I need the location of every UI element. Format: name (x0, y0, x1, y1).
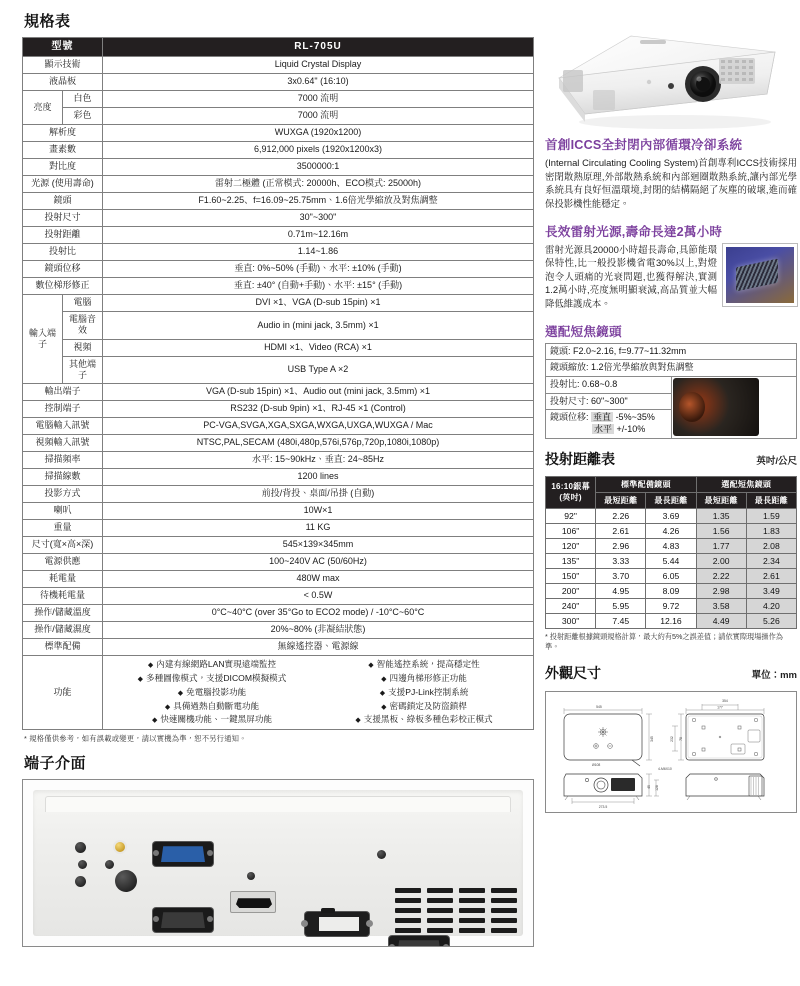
feature-item: ◆ 內建有線網路LAN實現遠端監控 (106, 658, 318, 672)
dimension-title: 外觀尺寸 (545, 664, 601, 681)
cell-std-min: 3.70 (596, 568, 646, 583)
row-value: 7000 流明 (103, 91, 534, 108)
table-row (23, 339, 534, 356)
row-label: 輸出端子 (23, 384, 103, 401)
dim-bottom-width: 354 (722, 698, 728, 703)
table-row (23, 537, 534, 554)
laser-module-photo (723, 244, 797, 306)
row-value: Audio in (mini jack, 3.5mm) ×1 (103, 312, 534, 340)
row-value: 480W max (103, 571, 534, 588)
col-short-min: 最短距離 (696, 492, 746, 508)
spec-footnote: * 規格僅供參考，如有誤載或變更，請以實機為準，恕不另行通知。 (24, 734, 247, 744)
row-value: 7000 流明 (103, 108, 534, 125)
cell-screen: 120" (546, 538, 596, 553)
lens-photo-cell (671, 377, 797, 439)
features-list-left (106, 658, 318, 727)
feature-item: ◆ 密碼鎖定及防盜鎖桿 (318, 700, 530, 714)
table-row (546, 583, 797, 598)
terminal-interface-photo (22, 779, 534, 947)
table-row (23, 57, 534, 74)
cell-short-max: 2.34 (746, 553, 796, 568)
table-row (23, 571, 534, 588)
cell-short-max: 1.59 (746, 508, 796, 523)
cell-std-min: 4.95 (596, 583, 646, 598)
table-row (23, 74, 534, 91)
row-label: 標準配備 (23, 639, 103, 656)
row-value: 545×139×345mm (103, 537, 534, 554)
row-label: 投射比 (23, 244, 103, 261)
lens-spec-row: 投射比: 0.68~0.8 (546, 377, 672, 394)
row-label: 待機耗電量 (23, 588, 103, 605)
table-row (23, 520, 534, 537)
table-header-row (23, 38, 534, 57)
row-label: 操作/儲藏溫度 (23, 605, 103, 622)
features-label: 功能 (23, 656, 103, 730)
table-row (23, 176, 534, 193)
table-row (23, 91, 534, 108)
table-row (23, 193, 534, 210)
rs232-port-icon (153, 908, 213, 932)
row-label: 鏡頭 (23, 193, 103, 210)
row-label: 視頻輸入訊號 (23, 435, 103, 452)
row-label: 鏡頭位移 (23, 261, 103, 278)
table-row (23, 312, 534, 340)
row-value: 0.71m~12.16m (103, 227, 534, 244)
right-column (545, 22, 797, 813)
table-row (23, 295, 534, 312)
dim-side-h1: 45 (647, 784, 651, 789)
feature-item: ◆ 免電腦投影功能 (106, 686, 318, 700)
row-value: HDMI ×1、Video (RCA) ×1 (103, 339, 534, 356)
dimension-header (545, 663, 797, 687)
cell-std-min: 7.45 (596, 613, 646, 628)
row-label: 畫素數 (23, 142, 103, 159)
cell-std-min: 2.26 (596, 508, 646, 523)
cell-short-max: 1.83 (746, 523, 796, 538)
row-value: 20%~80% (非凝結狀態) (103, 622, 534, 639)
cell-std-min: 2.61 (596, 523, 646, 538)
row-label: 重量 (23, 520, 103, 537)
dvi-port-icon (305, 912, 369, 936)
row-label: 喇叭 (23, 503, 103, 520)
vga-out-screw-icon (377, 850, 386, 859)
cell-screen: 92" (546, 508, 596, 523)
dim-top-width: 545 (596, 704, 602, 709)
features-cell (103, 656, 534, 730)
dim-bottom-h1: 232 (670, 735, 674, 742)
projector-photo (545, 22, 797, 134)
row-label: 液晶板 (23, 74, 103, 91)
table-row (23, 384, 534, 401)
distance-table (545, 476, 797, 629)
table-row (23, 125, 534, 142)
table-row (546, 523, 797, 538)
feature-item: ◆ 具備過熱自動斷電功能 (106, 700, 318, 714)
table-row (23, 605, 534, 622)
lens-shift-horizontal-value: +/-10% (616, 424, 646, 435)
table-row (23, 486, 534, 503)
feature-item: ◆ 四邊角梯形修正功能 (318, 672, 530, 686)
distance-table-title: 投射距離表 (545, 450, 615, 467)
terminal-section-title: 端子介面 (24, 755, 87, 773)
table-row (23, 588, 534, 605)
row-value: 垂直: 0%~50% (手動)、水平: ±10% (手動) (103, 261, 534, 278)
distance-table-note: * 投射距離根據鏡頭規格計算，最大約有5%之誤差值；請依實際現場操作為準。 (545, 631, 783, 652)
feature-item: ◆ 快速關機功能、一鍵黑屏功能 (106, 713, 318, 727)
row-value: 100~240V AC (50/60Hz) (103, 554, 534, 571)
panel-lip (45, 796, 511, 812)
table-row (23, 210, 534, 227)
optional-lens-title: 選配短焦鏡頭 (545, 324, 622, 339)
cell-std-min: 3.33 (596, 553, 646, 568)
table-row (23, 278, 534, 295)
cell-screen: 240" (546, 598, 596, 613)
cell-std-max: 4.83 (646, 538, 696, 553)
table-row (546, 568, 797, 583)
dim-top-depth: 345 (650, 735, 654, 742)
optional-lens-section (545, 321, 797, 439)
lens-shift-vertical-label: 垂直 (593, 412, 612, 423)
table-row (23, 108, 534, 125)
lens-shift-vertical-value: -5%~35% (615, 412, 655, 423)
table-row (23, 622, 534, 639)
lens-shift-label: 鏡頭位移: (550, 412, 589, 423)
col-screen-size: 16:10銀幕(英吋) (546, 476, 596, 508)
dim-side-h2: 128 (655, 784, 659, 791)
cell-std-max: 12.16 (646, 613, 696, 628)
cell-screen: 300" (546, 613, 596, 628)
row-label: 對比度 (23, 159, 103, 176)
row-value: 雷射二極體 (正常模式: 20000h、ECO模式: 25000h) (103, 176, 534, 193)
audio-in-jack-icon (75, 842, 86, 853)
row-value: 1200 lines (103, 469, 534, 486)
cell-short-min: 2.22 (696, 568, 746, 583)
left-column (22, 10, 534, 947)
short-throw-lens-photo (673, 378, 759, 436)
dim-lens-diameter: Ø108 (592, 762, 601, 767)
row-label: 掃描線數 (23, 469, 103, 486)
row-sublabel: 彩色 (63, 108, 103, 125)
cell-short-max: 2.08 (746, 538, 796, 553)
row-value: DVI ×1、VGA (D-sub 15pin) ×1 (103, 295, 534, 312)
cell-screen: 200" (546, 583, 596, 598)
io-panel (33, 790, 523, 936)
row-label: 掃描頻率 (23, 452, 103, 469)
header-model-label: 型號 (23, 38, 103, 57)
row-value: 前投/背投、桌面/吊掛 (自動) (103, 486, 534, 503)
cell-short-min: 1.56 (696, 523, 746, 538)
row-value: NTSC,PAL,SECAM (480i,480p,576i,576p,720p,1080i,1080p) (103, 435, 534, 452)
row-label: 投影方式 (23, 486, 103, 503)
cell-std-max: 8.09 (646, 583, 696, 598)
highlight-heading: 長效雷射光源,壽命長達2萬小時 (545, 224, 723, 239)
table-row (23, 418, 534, 435)
feature-item: ◆ 多種圖像模式，支援DICOM模擬模式 (106, 672, 318, 686)
dim-front-width: 273.5 (598, 804, 608, 809)
table-row (23, 142, 534, 159)
vga-in-port-icon (153, 842, 213, 866)
row-value: WUXGA (1920x1200) (103, 125, 534, 142)
table-row (546, 360, 797, 377)
highlight-iccs (545, 134, 797, 211)
cell-short-max: 3.49 (746, 583, 796, 598)
projector-illustration (545, 22, 797, 134)
vga-out-port-icon (389, 936, 449, 947)
row-label: 輸入端子 (23, 295, 63, 384)
table-row (23, 261, 534, 278)
feature-item: ◆ 支援黑板、綠板多種色彩校正模式 (318, 713, 530, 727)
row-sublabel: 電腦 (63, 295, 103, 312)
table-row (23, 159, 534, 176)
row-label: 投射尺寸 (23, 210, 103, 227)
highlight-body: (Internal Circulating Cooling System)首創專利ICCS技術採用密閉散熱原理,外部散熱系統和內部迴圈散熱系統,讓內部光學系統具有良好恒溫環境,封閉的結構隔絕了灰塵的破壞,進而確保投影機性能穩定。 (545, 157, 797, 209)
cell-std-max: 5.44 (646, 553, 696, 568)
table-row (23, 244, 534, 261)
row-value: 水平: 15~90kHz、垂直: 24~85Hz (103, 452, 534, 469)
row-value: 10W×1 (103, 503, 534, 520)
col-std-max: 最長距離 (646, 492, 696, 508)
lens-spec-row: 鏡頭: F2.0~2.16, f=9.77~11.32mm (546, 343, 797, 360)
dim-bottom-inner: 177 (717, 705, 723, 710)
table-row (23, 401, 534, 418)
table-row (23, 554, 534, 571)
dim-screw-spec: 4-M6X10 (658, 766, 672, 771)
row-label: 解析度 (23, 125, 103, 142)
row-label: 光源 (使用壽命) (23, 176, 103, 193)
row-label: 顯示技術 (23, 57, 103, 74)
cell-short-min: 2.98 (696, 583, 746, 598)
row-label: 投射距離 (23, 227, 103, 244)
row-value: VGA (D-sub 15pin) ×1、Audio out (mini jack, 3.5mm) ×1 (103, 384, 534, 401)
cell-std-max: 4.26 (646, 523, 696, 538)
cell-screen: 150" (546, 568, 596, 583)
row-sublabel: 其他端子 (63, 356, 103, 384)
row-label: 操作/儲藏濕度 (23, 622, 103, 639)
table-row (23, 227, 534, 244)
highlight-heading: 首創ICCS全封閉內部循環冷卻系統 (545, 138, 743, 152)
row-value: < 0.5W (103, 588, 534, 605)
col-short-max: 最長距離 (746, 492, 796, 508)
table-row (546, 598, 797, 613)
col-standard-lens: 標準配備鏡頭 (596, 476, 696, 492)
row-value: USB Type A ×2 (103, 356, 534, 384)
lens-shift-row (546, 410, 672, 438)
specification-table (22, 37, 534, 730)
table-header-row (546, 476, 797, 492)
cell-short-max: 5.26 (746, 613, 796, 628)
row-value: 0°C~40°C (over 35°Go to ECO2 mode) / -10°C~60°C (103, 605, 534, 622)
row-label: 電腦輸入訊號 (23, 418, 103, 435)
row-value: PC-VGA,SVGA,XGA,SXGA,WXGA,UXGA,WUXGA / Mac (103, 418, 534, 435)
row-label: 亮度 (23, 91, 63, 125)
features-row (23, 656, 534, 730)
dimension-drawing-box (545, 691, 797, 813)
speaker-grille-icon (115, 870, 137, 892)
cell-short-max: 2.61 (746, 568, 796, 583)
row-value: 11 KG (103, 520, 534, 537)
table-row (23, 356, 534, 384)
row-sublabel: 白色 (63, 91, 103, 108)
row-label: 電源供應 (23, 554, 103, 571)
audio-out-jack-icon (78, 860, 87, 869)
table-row (546, 613, 797, 628)
dimension-drawings (546, 692, 796, 812)
lens-spec-row: 投射尺寸: 60"~300" (546, 393, 672, 410)
audio-jack-icon (75, 876, 86, 887)
cell-short-min: 1.35 (696, 508, 746, 523)
hdmi-screw-icon (247, 872, 255, 880)
cell-std-max: 9.72 (646, 598, 696, 613)
table-row (23, 452, 534, 469)
vent-grille (395, 888, 517, 933)
table-row (23, 469, 534, 486)
optional-lens-table (545, 343, 797, 439)
header-model-value: RL-705U (103, 38, 534, 57)
cell-std-min: 5.95 (596, 598, 646, 613)
table-row (23, 639, 534, 656)
row-label: 數位梯形修正 (23, 278, 103, 295)
cell-std-min: 2.96 (596, 538, 646, 553)
features-list-right (318, 658, 530, 727)
cell-short-min: 2.00 (696, 553, 746, 568)
row-value: F1.60~2.25、f=16.09~25.75mm、1.6倍光學縮放及對焦調整 (103, 193, 534, 210)
table-row (546, 377, 797, 394)
ir-receiver-icon (321, 908, 335, 913)
table-row (23, 435, 534, 452)
row-value: 無線遙控器、電源線 (103, 639, 534, 656)
row-value: RS232 (D-sub 9pin) ×1、RJ-45 ×1 (Control) (103, 401, 534, 418)
row-value: 30"~300" (103, 210, 534, 227)
table-row (23, 503, 534, 520)
cell-std-max: 3.69 (646, 508, 696, 523)
col-short-lens: 選配短焦鏡頭 (696, 476, 796, 492)
audio-jack-small-icon (105, 860, 114, 869)
row-value: 3x0.64" (16:10) (103, 74, 534, 91)
cell-screen: 106" (546, 523, 596, 538)
hdmi-port-icon (230, 891, 276, 913)
row-value: Liquid Crystal Display (103, 57, 534, 74)
cell-short-max: 4.20 (746, 598, 796, 613)
highlight-laser (545, 221, 797, 311)
distance-unit-label: 英吋/公尺 (756, 455, 797, 467)
video-rca-jack-icon (113, 840, 127, 854)
table-row (546, 553, 797, 568)
cell-std-max: 6.05 (646, 568, 696, 583)
cell-short-min: 1.77 (696, 538, 746, 553)
feature-item: ◆ 支援PJ-Link控制系統 (318, 686, 530, 700)
row-label: 耗電量 (23, 571, 103, 588)
cell-screen: 135" (546, 553, 596, 568)
lens-shift-horizontal-label: 水平 (594, 424, 613, 435)
row-sublabel: 視頻 (63, 339, 103, 356)
table-row (546, 343, 797, 360)
projection-distance-section (545, 449, 797, 653)
feature-item: ◆ 智能遙控系統，提高穩定性 (318, 658, 530, 672)
col-std-min: 最短距離 (596, 492, 646, 508)
lens-spec-row: 鏡頭縮放: 1.2倍光學縮放與對焦調整 (546, 360, 797, 377)
row-value: 1.14~1.86 (103, 244, 534, 261)
row-label: 控制端子 (23, 401, 103, 418)
row-label: 尺寸(寬×高×深) (23, 537, 103, 554)
row-value: 3500000:1 (103, 159, 534, 176)
dimension-unit-label: 單位：mm (751, 669, 797, 681)
cell-short-min: 3.58 (696, 598, 746, 613)
table-row (546, 508, 797, 523)
highlight-body: 雷射光源具20000小時超長壽命,具節能環保特性,比一般投影機省電30%以上,對燈泡令人頭痛的光衰問題,也獲得解決,實測1.2萬小時,亮度無明顯衰減,高品質並大幅降低維護成本。 (545, 243, 717, 309)
cell-short-min: 4.49 (696, 613, 746, 628)
page-title: 規格表 (24, 13, 71, 30)
row-value: 垂直: ±40° (自動+手動)、水平: ±15° (手動) (103, 278, 534, 295)
row-sublabel: 電腦音效 (63, 312, 103, 340)
row-value: 6,912,000 pixels (1920x1200x3) (103, 142, 534, 159)
table-row (546, 538, 797, 553)
distance-header (545, 449, 797, 473)
dim-bottom-h2: 78 (679, 736, 683, 741)
